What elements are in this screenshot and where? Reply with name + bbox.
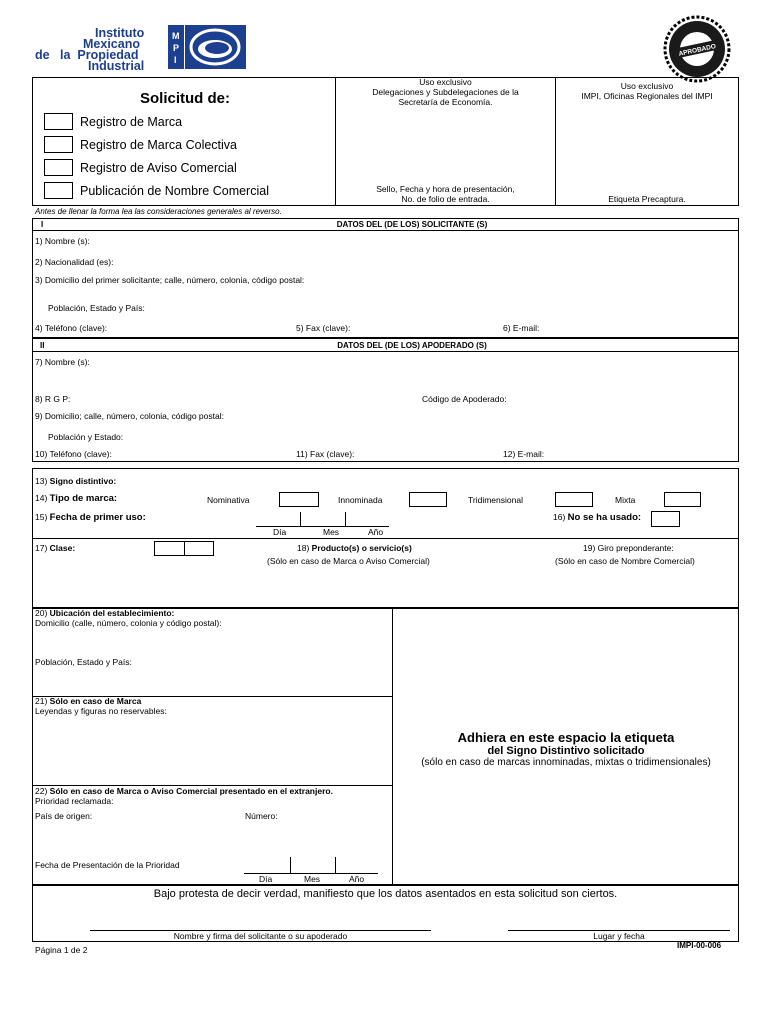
option-registro-marca: Registro de Marca <box>80 115 183 129</box>
field-productos[interactable]: 18) Producto(s) o servicio(s) <box>297 543 412 553</box>
application-title: Solicitud de: <box>140 90 230 107</box>
checkbox-nominativa[interactable] <box>279 492 319 507</box>
label-adhesion-subtitle: del Signo Distintivo solicitado <box>487 745 645 757</box>
field-domicilio[interactable]: 3) Domicilio del primer solicitante; calle, número, colonia, código postal: <box>35 275 305 285</box>
prioridad-dia-label: Día <box>259 874 273 884</box>
giro-note: (Sólo en caso de Nombre Comercial) <box>555 556 695 566</box>
field-no-usado: 16) No se ha usado: <box>553 512 642 523</box>
checkbox-tridimensional[interactable] <box>555 492 593 507</box>
fecha-dia-label: Día <box>273 527 287 537</box>
field-numero[interactable]: Número: <box>245 811 278 821</box>
checkbox-marca-colectiva[interactable] <box>44 136 73 153</box>
approval-seal-icon <box>663 15 731 83</box>
clase-input-2[interactable] <box>184 541 214 556</box>
prioridad-mes-label: Mes <box>304 874 321 884</box>
field-apoderado-domicilio[interactable]: 9) Domicilio; calle, número, colonia, código postal: <box>35 411 224 421</box>
field-email[interactable]: 6) E-mail: <box>503 323 540 333</box>
form-code: IMPI-00-006 <box>677 941 722 950</box>
institute-name-line-3: de la Propiedad <box>35 48 139 62</box>
field-fax[interactable]: 5) Fax (clave): <box>296 323 351 333</box>
checkbox-mixta[interactable] <box>664 492 701 507</box>
fecha-mes-label: Mes <box>323 527 340 537</box>
svg-text:APROBADO: APROBADO <box>678 43 717 58</box>
logo-letter-i: I <box>174 55 177 65</box>
field-apoderado-email[interactable]: 12) E-mail: <box>503 449 545 459</box>
field-apoderado-fax[interactable]: 11) Fax (clave): <box>296 449 355 459</box>
fecha-ano-label: Año <box>368 527 384 537</box>
field-rgp[interactable]: 8) R G P: <box>35 394 71 404</box>
prioridad-reclamada-label: Prioridad reclamada: <box>35 796 114 806</box>
declaration-text: Bajo protesta de decir verdad, manifiesto que los datos asentados en esta solicitud son ciertos. <box>153 888 618 900</box>
field-telefono[interactable]: 4) Teléfono (clave): <box>35 323 108 333</box>
field-apoderado-poblacion[interactable]: Población y Estado: <box>48 432 124 442</box>
ubicacion-poblacion[interactable]: Población, Estado y País: <box>35 657 132 667</box>
field-clase: 17) Clase: <box>35 543 76 553</box>
field-signo-distintivo[interactable]: 13) Signo distintivo: <box>35 476 117 486</box>
field-pais-origen[interactable]: País de origen: <box>35 811 93 821</box>
instructions-note: Antes de llenar la forma lea las consideraciones generales al reverso. <box>35 207 282 216</box>
section-ii-title: DATOS DEL (DE LOS) APODERADO (S) <box>337 341 487 350</box>
label-adhesion-note: (sólo en caso de marcas innominadas, mixtas o tridimensionales) <box>421 757 711 768</box>
etiqueta-precaptura-label: Etiqueta Precaptura. <box>608 194 686 204</box>
productos-note: (Sólo en caso de Marca o Aviso Comercial) <box>267 556 430 566</box>
clase-input-1[interactable] <box>154 541 185 556</box>
field-nacionalidad[interactable]: 2) Nacionalidad (es): <box>35 257 114 267</box>
type-tridimensional-label: Tridimensional <box>468 495 523 505</box>
checkbox-aviso-comercial[interactable] <box>44 159 73 176</box>
option-marca-colectiva: Registro de Marca Colectiva <box>80 138 238 152</box>
field-fecha-primer-uso[interactable]: 15) Fecha de primer uso: <box>35 512 146 523</box>
logo-letter-p: P <box>173 43 180 53</box>
section-ii-number: II <box>40 341 45 350</box>
prioridad-ano-label: Año <box>349 874 365 884</box>
field-prioridad: 22) Sólo en caso de Marca o Aviso Comercial presentado en el extranjero. <box>35 786 333 796</box>
label-adhesion-area[interactable] <box>393 730 739 768</box>
impi-logo <box>168 25 246 69</box>
section-i-title: DATOS DEL (DE LOS) SOLICITANTE (S) <box>336 220 488 229</box>
delegaciones-use-area: Uso exclusivo Delegaciones y Subdelegaciones de la Secretaría de Economía. <box>372 77 519 107</box>
section-i-number: I <box>41 220 44 229</box>
type-mixta-label: Mixta <box>615 495 636 505</box>
field-poblacion[interactable]: Población, Estado y País: <box>48 303 145 313</box>
type-innominada-label: Innominada <box>338 495 383 505</box>
field-tipo-marca: 14) Tipo de marca: <box>35 493 118 504</box>
ubicacion-domicilio[interactable]: Domicilio (calle, número, colonia y código postal): <box>35 618 222 628</box>
type-nominativa-label: Nominativa <box>207 495 250 505</box>
sello-fecha-label: Sello, Fecha y hora de presentación, No. de folio de entrada. <box>376 184 515 204</box>
leyendas-label: Leyendas y figuras no reservables: <box>35 706 167 716</box>
checkbox-no-usado[interactable] <box>651 511 680 527</box>
logo-letter-m: M <box>172 31 180 41</box>
field-fecha-prioridad[interactable]: Fecha de Presentación de la Prioridad <box>35 860 180 870</box>
lugar-fecha-label: Lugar y fecha <box>593 931 645 941</box>
option-nombre-comercial: Publicación de Nombre Comercial <box>80 184 269 198</box>
institute-name-line-4: Industrial <box>88 59 145 73</box>
checkbox-innominada[interactable] <box>409 492 447 507</box>
field-giro[interactable]: 19) Giro preponderante: <box>583 543 674 553</box>
signature-label: Nombre y firma del solicitante o su apoderado <box>173 931 348 941</box>
impi-use-area: Uso exclusivo IMPI, Oficinas Regionales del IMPI <box>581 81 713 101</box>
checkbox-registro-marca[interactable] <box>44 113 73 130</box>
field-leyendas[interactable]: 21) Sólo en caso de Marca <box>35 696 142 706</box>
field-apoderado-telefono[interactable]: 10) Teléfono (clave): <box>35 449 112 459</box>
label-adhesion-title: Adhiera en este espacio la etiqueta <box>457 730 675 745</box>
field-codigo-apoderado[interactable]: Código de Apoderado: <box>422 394 507 404</box>
checkbox-nombre-comercial[interactable] <box>44 182 73 199</box>
field-nombre[interactable]: 1) Nombre (s): <box>35 236 90 246</box>
option-aviso-comercial: Registro de Aviso Comercial <box>80 161 237 175</box>
institute-name-line-2: Mexicano <box>83 37 140 51</box>
section-apoderado <box>32 338 739 462</box>
field-ubicacion[interactable]: 20) Ubicación del establecimiento: <box>35 608 175 618</box>
field-apoderado-nombre[interactable]: 7) Nombre (s): <box>35 357 90 367</box>
institute-name-line-1: Instituto <box>95 26 145 40</box>
page-number: Página 1 de 2 <box>35 945 88 955</box>
